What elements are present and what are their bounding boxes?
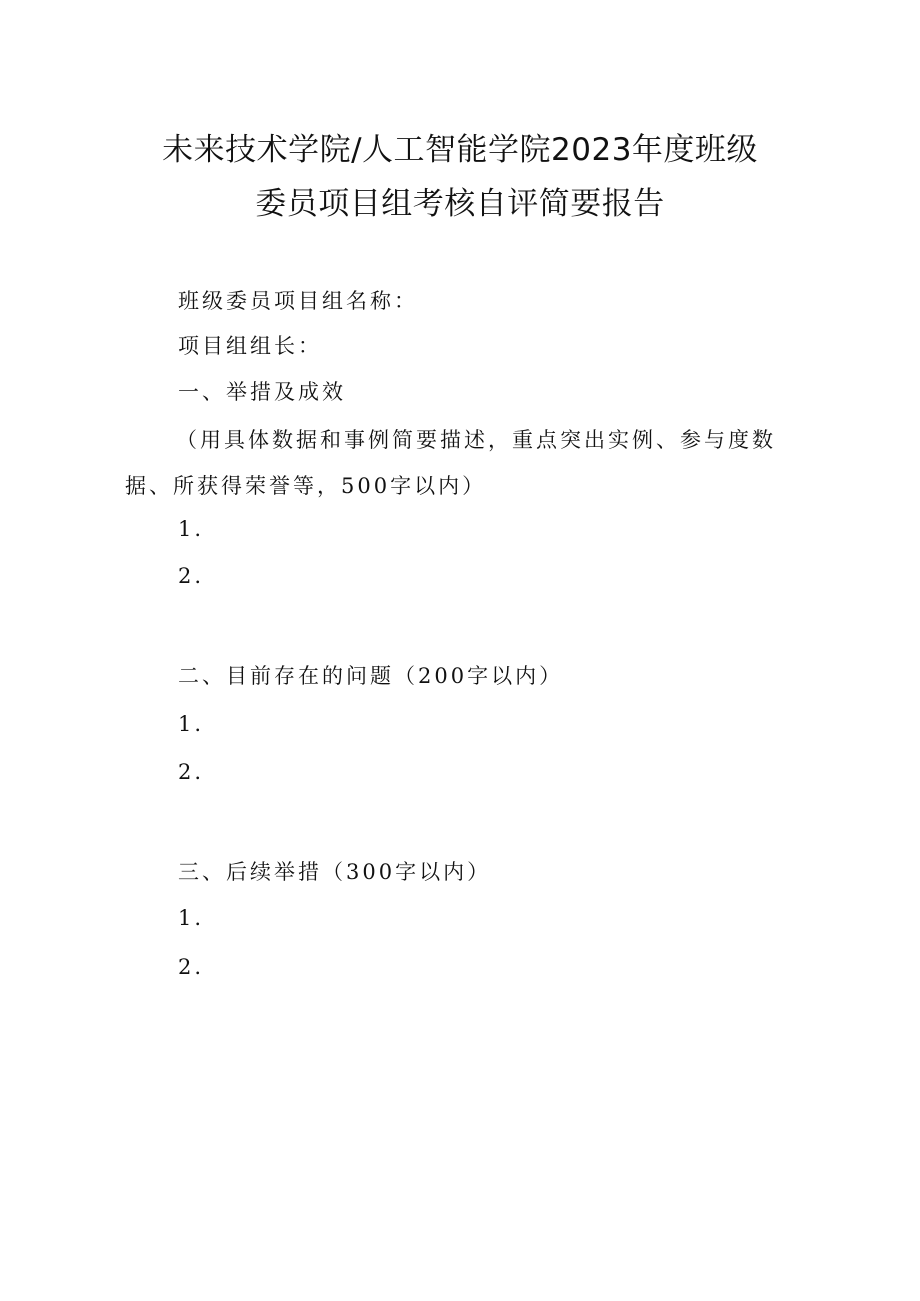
section3-heading: 三、后续举措（300字以内） — [178, 860, 492, 884]
section1-item-2: 2. — [178, 564, 205, 588]
document-title-line-1: 未来技术学院/人工智能学院2023年度班级 — [162, 132, 758, 168]
group-name-label: 班级委员项目组名称： — [178, 289, 418, 313]
section1-item-1: 1. — [178, 517, 205, 541]
section2-item-1: 1. — [178, 712, 205, 736]
section3-item-2: 2. — [178, 955, 205, 979]
group-leader-label: 项目组组长： — [178, 334, 322, 358]
section2-heading: 二、目前存在的问题（200字以内） — [178, 664, 564, 688]
document-title-line-2: 委员项目组考核自评简要报告 — [255, 186, 665, 222]
section2-item-2: 2. — [178, 760, 205, 784]
section1-note-line-1: （用具体数据和事例简要描述，重点突出实例、参与度数 — [176, 428, 776, 452]
section3-item-1: 1. — [178, 906, 205, 930]
section1-heading: 一、举措及成效 — [178, 380, 346, 404]
section1-note-line-2: 据、所获得荣誉等，500字以内） — [125, 474, 487, 498]
